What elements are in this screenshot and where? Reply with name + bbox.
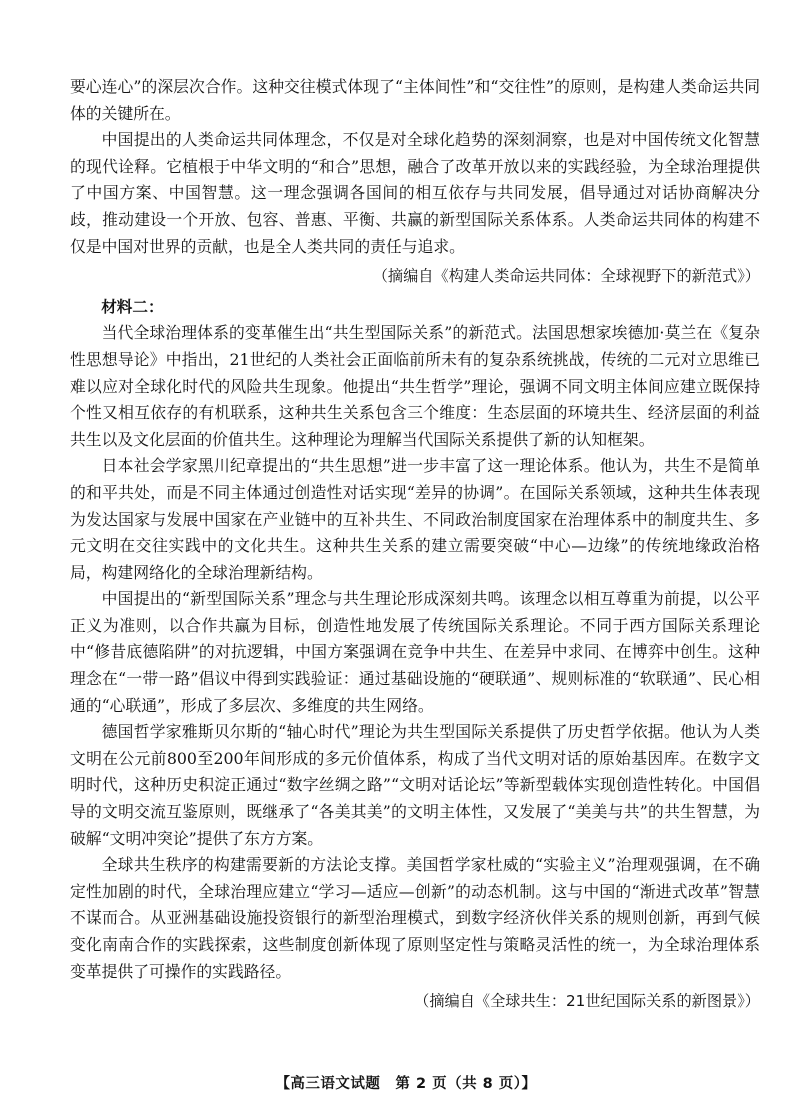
paragraph-community-concept: 中国提出的人类命运共同体理念，不仅是对全球化趋势的深刻洞察，也是对中国传统文化智慧的现代诠释。它植根于中华文明的“和合”思想，融合了改革开放以来的实践经验，为全球治理提供了中国方案、中国智慧。这一理念强调各国间的相互依存与共同发展，倡导通过对话协商解决分歧，推动建设一个开放、包容、普惠、平衡、共赢的新型国际关系体系。人类命运共同体的构建不仅是中国对世界的贡献，也是全人类共同的责任与追求。 — [70, 130, 760, 256]
paragraph-jaspers: 德国哲学家雅斯贝尔斯的“轴心时代”理论为共生型国际关系提供了历史哲学依据。他认为人类文明在公元前800至200年间形成的多元价值体系，构成了当代文明对话的原始基因库。在数字文明时代，这种历史积淀正通过“数字丝绸之路”“文明对话论坛”等新型载体实现创造性转化。中国倡导的文明交流互鉴原则，既继承了“各美其美”的文明主体性，又发展了“美美与共”的共生智慧，为破解“文明冲突论”提供了东方方案。 — [70, 722, 760, 848]
paragraph-morin: 当代全球治理体系的变革催生出“共生型国际关系”的新范式。法国思想家埃德加·莫兰在《复杂性思想导论》中指出，21世纪的人类社会正面临前所未有的复杂系统挑战，传统的二元对立思维已难以应对全球化时代的风险共生现象。他提出“共生哲学”理论，强调不同文明主体间应建立既保持个性又相互依存的有机联系，这种共生关系包含三个维度：生态层面的环境共生、经济层面的利益共生以及文化层面的价值共生。这种理论为理解当代国际关系提供了新的认知框架。 — [70, 323, 760, 449]
source-citation-2: （摘编自《全球共生：21世纪国际关系的新图景》） — [414, 992, 760, 1011]
section-title-material-2: 材料二： — [101, 297, 164, 316]
paragraph-new-relations: 中国提出的“新型国际关系”理念与共生理论形成深刻共鸣。该理念以相互尊重为前提，以公平正义为准则，以合作共赢为目标，创造性地发展了传统国际关系理论。不同于西方国际关系理论中“修昔底德陷阱”的对抗逻辑，中国方案强调在竞争中共生、在差异中求同、在博弈中创生。这种理念在“一带一路”倡议中得到实践验证：通过基础设施的“硬联通”、规则标准的“软联通”、民心相通的“心联通”，形成了多层次、多维度的共生网络。 — [70, 589, 760, 715]
paragraph-dewey: 全球共生秩序的构建需要新的方法论支撑。美国哲学家杜威的“实验主义”治理观强调，在不确定性加剧的时代，全球治理应建立“学习—适应—创新”的动态机制。这与中国的“渐进式改革”智慧不谋而合。从亚洲基础设施投资银行的新型治理模式，到数字经济伙伴关系的规则创新，再到气候变化南南合作的实践探索，这些制度创新体现了原则坚定性与策略灵活性的统一，为全球治理体系变革提供了可操作的实践路径。 — [70, 855, 760, 981]
paragraph-kurokawa: 日本社会学家黑川纪章提出的“共生思想”进一步丰富了这一理论体系。他认为，共生不是简单的和平共处，而是不同主体通过创造性对话实现“差异的协调”。在国际关系领域，这种共生体表现为发达国家与发展中国家在产业链中的互补共生、不同政治制度国家在治理体系中的制度共生、多元文明在交往实践中的文化共生。这种共生关系的建立需要突破“中心—边缘”的传统地缘政治格局，构建网络化的全球治理新结构。 — [70, 456, 760, 582]
page-footer: 【高三语文试题 第 2 页（共 8 页）】 — [275, 1076, 537, 1092]
paragraph-continued: 要心连心”的深层次合作。这种交往模式体现了“主体间性”和“交往性”的原则，是构建人类命运共同体的关键所在。 — [70, 77, 760, 123]
source-citation-1: （摘编自《构建人类命运共同体：全球视野下的新范式》） — [372, 267, 760, 286]
